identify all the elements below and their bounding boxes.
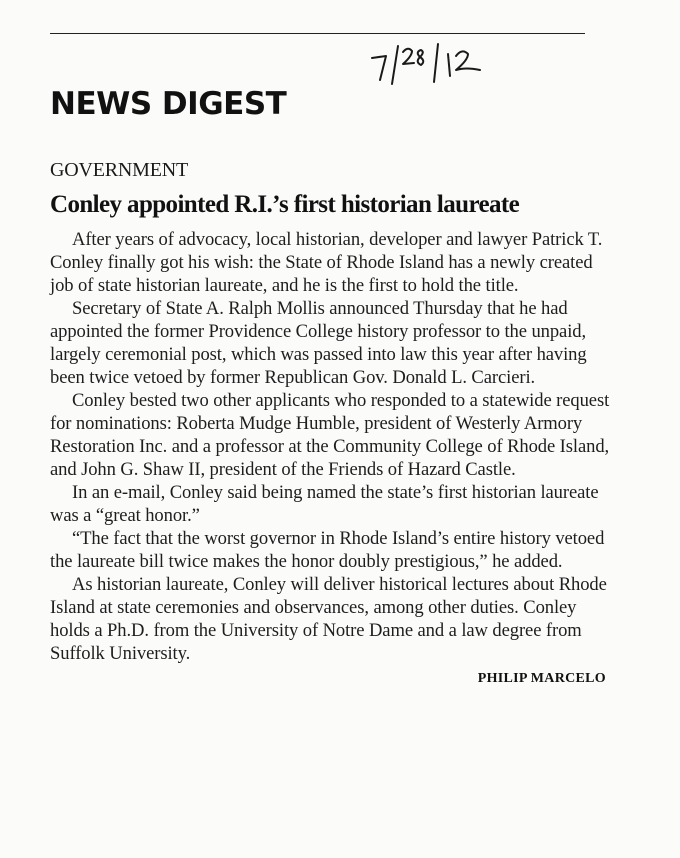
article	[50, 156, 610, 687]
article-paragraph: Secretary of State A. Ralph Mollis announced Thursday that he had appointed the former Providence College history professor to the unpaid, largely ceremonial post, which was passed into law this year after having been twice vetoed by former Republican Gov. Donald L. Carcieri.	[50, 298, 587, 388]
article-body	[50, 228, 610, 665]
top-rule	[50, 33, 585, 34]
article-paragraph: “The fact that the worst governor in Rhode Island’s entire history vetoed the laureate bill twice makes the honor doubly prestigious,” he added.	[50, 528, 605, 572]
section-heading: NEWS DIGEST	[50, 86, 287, 122]
article-paragraph: In an e-mail, Conley said being named the state’s first historian laureate was a “great honor.”	[50, 482, 599, 526]
article-headline: Conley appointed R.I.’s first historian laureate	[50, 191, 520, 218]
handwritten-date	[368, 40, 528, 88]
article-category: GOVERNMENT	[50, 159, 188, 181]
byline: PHILIP MARCELO	[477, 671, 606, 686]
article-paragraph: Conley bested two other applicants who responded to a statewide request for nominations: Roberta Mudge Humble, president of Westerly Armory Restoration Inc. and a professor at the Community College of Rhode Island, and John G. Shaw II, president of the Friends of Hazard Castle.	[50, 390, 610, 480]
article-paragraph: As historian laureate, Conley will deliver historical lectures about Rhode Island at state ceremonies and observances, among other duties. Conley holds a Ph.D. from the University of Notre Dame and a law degree from Suffolk University.	[50, 574, 607, 664]
article-paragraph: After years of advocacy, local historian, developer and lawyer Patrick T. Conley finally got his wish: the State of Rhode Island has a newly created job of state historian laureate, and he is the first to hold the title.	[50, 229, 603, 296]
